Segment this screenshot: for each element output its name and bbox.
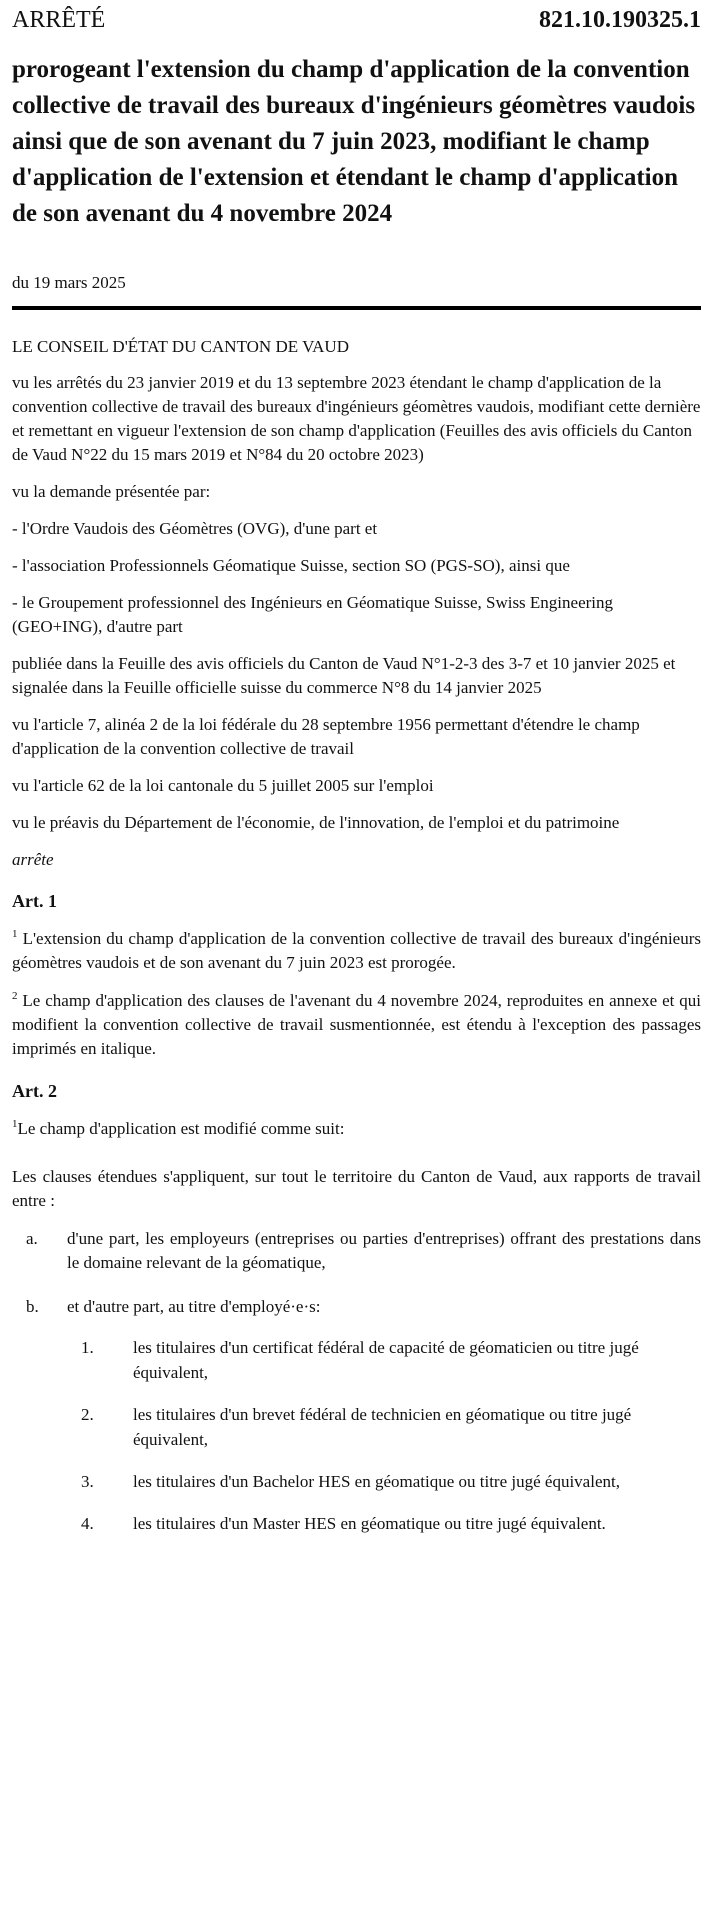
recitals <box>12 371 701 835</box>
article-paragraph <box>12 927 701 975</box>
list-marker: 3. <box>81 1472 94 1491</box>
numbered-list <box>81 1335 701 1536</box>
list-item <box>81 1335 701 1385</box>
recital: - l'association Professionnels Géomatique Suisse, section SO (PGS-SO), ainsi que <box>12 556 570 575</box>
list-marker: 1. <box>81 1338 94 1357</box>
document-header <box>12 0 701 40</box>
recital: - l'Ordre Vaudois des Géomètres (OVG), d'une part et <box>12 519 378 538</box>
list-item <box>81 1402 701 1452</box>
recital: vu le préavis du Département de l'économie, de l'innovation, de l'emploi et du patrimoine <box>12 813 620 832</box>
list-marker: b. <box>26 1297 39 1316</box>
list-marker: 4. <box>81 1514 94 1533</box>
document-title: prorogeant l'extension du champ d'application de la convention collective de travail des bureaux d'ingénieurs géomètres vaudois ainsi que de son avenant du 7 juin 2023, modifiant le champ d'application de l'extension et étendant le champ d'application de son avenant du 4 novembre 2024 <box>12 56 696 227</box>
recital: vu l'article 7, alinéa 2 de la loi fédérale du 28 septembre 1956 permettant d'étendre le champ d'application de la convention collective de travail <box>12 715 640 758</box>
list-text: et d'autre part, au titre d'employé·e·s: <box>67 1297 321 1316</box>
list-text: les titulaires d'un brevet fédéral de technicien en géomatique ou titre jugé équivalent, <box>133 1405 632 1449</box>
list-item <box>81 1511 701 1536</box>
recital: vu les arrêtés du 23 janvier 2019 et du 13 septembre 2023 étendant le champ d'application de la convention collective de travail des bureaux d'ingénieurs géomètres vaudois, modifiant cette dernière et remettant en vigueur l'extension de son champ d'application (Feuilles des avis officiels du Canton de Vaud N°22 du 15 mars 2019 et N°84 du 20 octobre 2023) <box>12 373 701 464</box>
article-2 <box>12 1079 701 1536</box>
list-text: d'une part, les employeurs (entreprises ou parties d'entreprises) offrant des prestations dans le domaine relevant de la géomatique, <box>67 1229 701 1272</box>
recital: vu la demande présentée par: <box>12 482 211 501</box>
document-number: 821.10.190325.1 <box>539 7 701 33</box>
document-date: du 19 mars 2025 <box>12 273 126 292</box>
list-text: les titulaires d'un Master HES en géomatique ou titre jugé équivalent. <box>133 1514 606 1533</box>
article-intro: Les clauses étendues s'appliquent, sur tout le territoire du Canton de Vaud, aux rapports de travail entre : <box>12 1167 701 1210</box>
paragraph-text: Le champ d'application est modifié comme suit: <box>17 1119 345 1138</box>
list-item <box>12 1295 701 1319</box>
document-kind: ARRÊTÉ <box>12 7 106 33</box>
paragraph-number: 1 <box>12 1118 18 1130</box>
paragraph-number: 2 <box>12 990 18 1002</box>
article-1 <box>12 889 701 1061</box>
decree-word: arrête <box>12 850 54 869</box>
paragraph-text: Le champ d'application des clauses de l'avenant du 4 novembre 2024, reproduites en annexe et qui modifient la convention collective de travail susmentionnée, est étendu à l'exception des passages imprimés en italique. <box>12 991 702 1058</box>
recital: - le Groupement professionnel des Ingénieurs en Géomatique Suisse, Swiss Engineering (GEO+ING), d'autre part <box>12 593 614 636</box>
list-item <box>12 1227 701 1275</box>
article-heading: Art. 1 <box>12 891 57 911</box>
article-paragraph <box>12 1117 701 1141</box>
header-divider <box>12 306 701 310</box>
paragraph-number: 1 <box>12 928 18 940</box>
list-marker: a. <box>26 1229 38 1248</box>
list-item <box>81 1469 701 1494</box>
list-text: les titulaires d'un certificat fédéral de capacité de géomaticien ou titre jugé équivalent, <box>133 1338 639 1382</box>
issuing-authority: LE CONSEIL D'ÉTAT DU CANTON DE VAUD <box>12 337 349 356</box>
paragraph-text: L'extension du champ d'application de la convention collective de travail des bureaux d'ingénieurs géomètres vaudois et de son avenant du 7 juin 2023 est prorogée. <box>12 929 701 972</box>
lettered-list <box>12 1227 701 1319</box>
article-heading: Art. 2 <box>12 1081 57 1101</box>
list-marker: 2. <box>81 1405 94 1424</box>
recital: vu l'article 62 de la loi cantonale du 5 juillet 2005 sur l'emploi <box>12 776 434 795</box>
recital: publiée dans la Feuille des avis officiels du Canton de Vaud N°1-2-3 des 3-7 et 10 janvier 2025 et signalée dans la Feuille officielle suisse du commerce N°8 du 14 janvier 2025 <box>12 654 676 697</box>
list-text: les titulaires d'un Bachelor HES en géomatique ou titre jugé équivalent, <box>133 1472 620 1491</box>
article-paragraph <box>12 989 701 1061</box>
